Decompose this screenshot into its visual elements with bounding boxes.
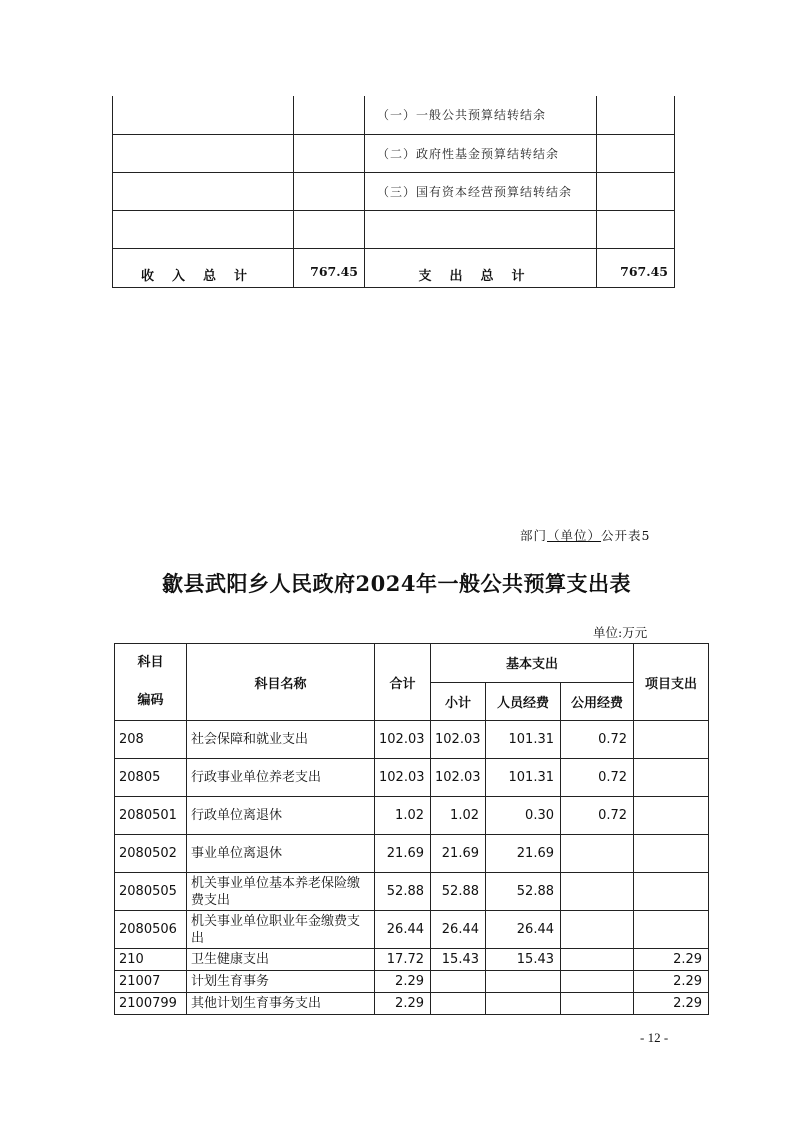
cell-personnel: 101.31	[486, 759, 561, 797]
cell-total: 2.29	[375, 993, 431, 1015]
summary-row	[113, 172, 675, 210]
cell-project	[634, 797, 709, 835]
cell-name: 机关事业单位基本养老保险缴费支出	[187, 873, 375, 911]
cell-project: 2.29	[634, 993, 709, 1015]
table-row	[115, 797, 709, 835]
table-row	[115, 971, 709, 993]
cell-personnel: 52.88	[486, 873, 561, 911]
public-header: 公用经费	[561, 682, 634, 721]
cell-subtotal: 26.44	[431, 911, 486, 949]
cell-code: 20805	[115, 759, 187, 797]
cell-personnel: 26.44	[486, 911, 561, 949]
cell-code: 2100799	[115, 993, 187, 1015]
cell-public	[561, 971, 634, 993]
summary-total-row	[113, 248, 675, 287]
cell-name: 机关事业单位职业年金缴费支出	[187, 911, 375, 949]
cell-name: 事业单位离退休	[187, 835, 375, 873]
summary-row-label: （二）政府性基金预算结转结余	[365, 134, 597, 172]
cell-public	[561, 993, 634, 1015]
expense-total-value: 767.45	[597, 248, 675, 287]
cell-project	[634, 835, 709, 873]
expenditure-table	[114, 643, 709, 1015]
total-header: 合计	[375, 644, 431, 721]
cell-public: 0.72	[561, 759, 634, 797]
cell-code: 2080505	[115, 873, 187, 911]
summary-row-label: （一）一般公共预算结转结余	[365, 96, 597, 134]
cell-code: 2080502	[115, 835, 187, 873]
income-total-label: 收入总计	[113, 248, 294, 287]
cell-subtotal: 102.03	[431, 759, 486, 797]
cell-total: 26.44	[375, 911, 431, 949]
subject-header-top: 科目	[137, 655, 164, 670]
cell-project	[634, 911, 709, 949]
cell-subtotal: 1.02	[431, 797, 486, 835]
page-number: - 12 -	[640, 1030, 669, 1045]
cell-subtotal	[431, 971, 486, 993]
table-row	[115, 911, 709, 949]
cell-total: 102.03	[375, 759, 431, 797]
cell-total: 1.02	[375, 797, 431, 835]
basic-header: 基本支出	[431, 644, 634, 683]
cell-name: 行政事业单位养老支出	[187, 759, 375, 797]
personnel-header: 人员经费	[486, 682, 561, 721]
cell-total: 102.03	[375, 721, 431, 759]
cell-personnel: 15.43	[486, 949, 561, 971]
table-row	[115, 759, 709, 797]
table-row	[115, 835, 709, 873]
table-row	[115, 993, 709, 1015]
summary-row	[113, 134, 675, 172]
cell-name: 行政单位离退休	[187, 797, 375, 835]
cell-total: 2.29	[375, 971, 431, 993]
cell-subtotal: 21.69	[431, 835, 486, 873]
cell-public	[561, 911, 634, 949]
cell-subtotal: 52.88	[431, 873, 486, 911]
subtotal-header: 小计	[431, 682, 486, 721]
cell-public: 0.72	[561, 721, 634, 759]
cell-public	[561, 873, 634, 911]
cell-code: 2080501	[115, 797, 187, 835]
unit-label: 单位:万元	[593, 625, 648, 640]
cell-project: 2.29	[634, 949, 709, 971]
dept-caption	[520, 526, 650, 544]
cell-code: 2080506	[115, 911, 187, 949]
income-total-value: 767.45	[294, 248, 365, 287]
cell-code: 208	[115, 721, 187, 759]
summary-row	[113, 210, 675, 248]
cell-code: 21007	[115, 971, 187, 993]
cell-personnel: 0.30	[486, 797, 561, 835]
summary-row-label	[365, 210, 597, 248]
summary-row-label: （三）国有资本经营预算结转结余	[365, 172, 597, 210]
table-row	[115, 873, 709, 911]
cell-personnel	[486, 993, 561, 1015]
project-header: 项目支出	[634, 644, 709, 721]
cell-subtotal: 102.03	[431, 721, 486, 759]
cell-name: 其他计划生育事务支出	[187, 993, 375, 1015]
name-header: 科目名称	[187, 644, 375, 721]
dept-prefix: 部门	[520, 528, 548, 543]
table-row	[115, 949, 709, 971]
summary-table	[112, 96, 675, 288]
cell-project: 2.29	[634, 971, 709, 993]
cell-total: 21.69	[375, 835, 431, 873]
subject-header-bottom: 编码	[137, 693, 164, 708]
cell-personnel: 101.31	[486, 721, 561, 759]
cell-public: 0.72	[561, 797, 634, 835]
summary-row	[113, 96, 675, 134]
cell-subtotal	[431, 993, 486, 1015]
dept-unit: （单位）	[547, 528, 602, 543]
cell-total: 17.72	[375, 949, 431, 971]
cell-name: 社会保障和就业支出	[187, 721, 375, 759]
cell-name: 计划生育事务	[187, 971, 375, 993]
subject-code-header	[115, 644, 187, 721]
page-title: 歙县武阳乡人民政府2024年一般公共预算支出表	[162, 571, 631, 596]
cell-name: 卫生健康支出	[187, 949, 375, 971]
cell-total: 52.88	[375, 873, 431, 911]
cell-public	[561, 949, 634, 971]
cell-personnel	[486, 971, 561, 993]
cell-project	[634, 721, 709, 759]
cell-project	[634, 873, 709, 911]
cell-project	[634, 759, 709, 797]
cell-code: 210	[115, 949, 187, 971]
cell-public	[561, 835, 634, 873]
header-row	[115, 644, 709, 683]
table-row	[115, 721, 709, 759]
cell-personnel: 21.69	[486, 835, 561, 873]
cell-subtotal: 15.43	[431, 949, 486, 971]
expense-total-label: 支出总计	[365, 248, 597, 287]
dept-suffix: 公开表5	[601, 528, 651, 543]
